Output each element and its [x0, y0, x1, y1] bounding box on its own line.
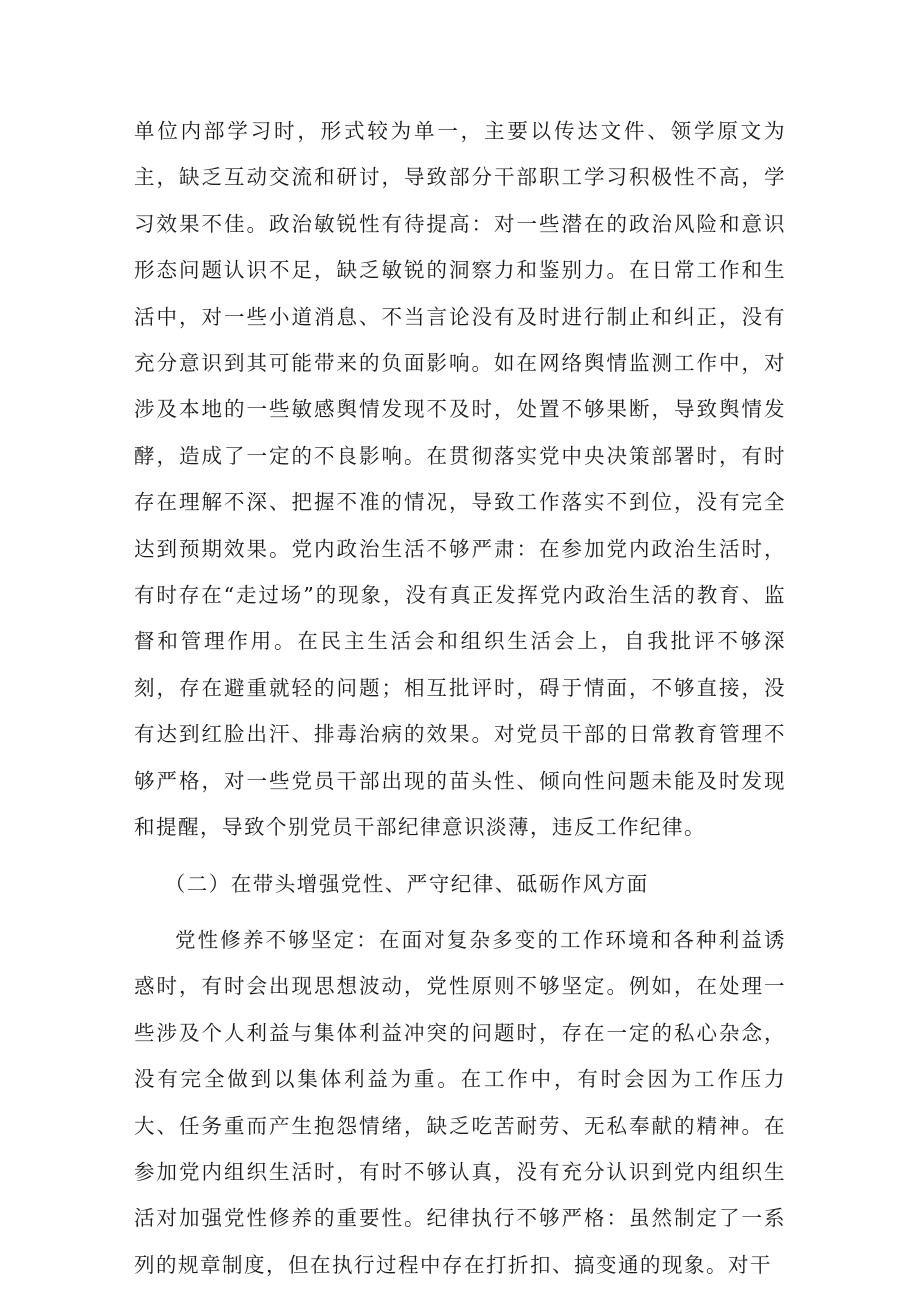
body-paragraph-party-spirit: 党性修养不够坚定：在面对复杂多变的工作环境和各种利益诱惑时，有时会出现思想波动，党性原则不够坚定。例如，在处理一些涉及个人利益与集体利益冲突的问题时，存在一定的私心杂念，没有完全做到以集体利益为重。在工作中，有时会因为工作压力大、任务重而产生抱怨情绪，缺乏吃苦耐劳、无私奉献的精神。在参加党内组织生活时，有时不够认真，没有充分认识到党内组织生活对加强党性修养的重要性。纪律执行不够严格：虽然制定了一系列的规章制度，但在执行过程中存在打折扣、搞变通的现象。对干	[134, 927, 786, 1277]
body-paragraph-political-life: 单位内部学习时，形式较为单一，主要以传达文件、领学原文为主，缺乏互动交流和研讨，导致部分干部职工学习积极性不高，学习效果不佳。政治敏锐性有待提高：对一些潜在的政治风险和意识形态问题认识不足，缺乏敏锐的洞察力和鉴别力。在日常工作和生活中，对一些小道消息、不当言论没有及时进行制止和纠正，没有充分意识到其可能带来的负面影响。如在网络舆情监测工作中，对涉及本地的一些敏感舆情发现不及时，处置不够果断，导致舆情发酵，造成了一定的不良影响。在贯彻落实党中央决策部署时，有时存在理解不深、把握不准的情况，导致工作落实不到位，没有完全达到预期效果。党内政治生活不够严肃：在参加党内政治生活时，有时存在“走过场”的现象，没有真正发挥党内政治生活的教育、监督和管理作用。在民主生活会和组织生活会上，自我批评不够深刻，存在避重就轻的问题；相互批评时，碍于情面，不够直接，没有达到红脸出汗、排毒治病的效果。对党员干部的日常教育管理不够严格，对一些党员干部出现的苗头性、倾向性问题未能及时发现和提醒，导致个别党员干部纪律意识淡薄，违反工作纪律。	[134, 119, 786, 840]
document-body	[134, 108, 786, 1288]
section-heading-party-discipline: （二）在带头增强党性、严守纪律、砥砺作风方面	[164, 871, 649, 896]
